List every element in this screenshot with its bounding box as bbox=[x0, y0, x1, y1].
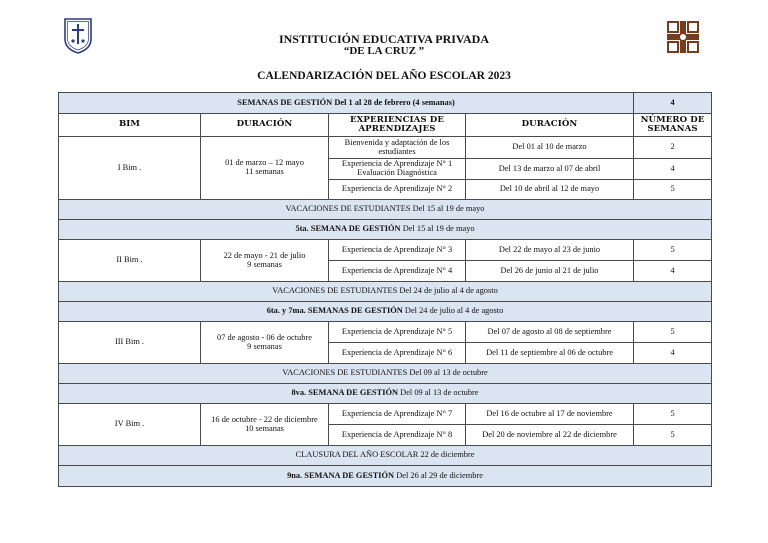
final-management-cell bbox=[59, 466, 712, 487]
vacation-cell: VACACIONES DE ESTUDIANTES Del 15 al 19 de mayo bbox=[59, 200, 712, 220]
rest-text: Del 09 al 13 de octubre bbox=[398, 388, 479, 398]
vacation-cell: VACACIONES DE ESTUDIANTES Del 24 de julio al 4 de agosto bbox=[59, 282, 712, 302]
experience-duration-cell: Del 20 de noviembre al 22 de diciembre bbox=[466, 425, 634, 446]
bim-label: III Bim . bbox=[59, 322, 201, 364]
experience-duration-cell: Del 22 de mayo al 23 de junio bbox=[466, 240, 634, 261]
experience-duration-cell: Del 26 de junio al 21 de julio bbox=[466, 261, 634, 282]
col-header-weeks: NÚMERO DE SEMANAS bbox=[634, 114, 712, 137]
experience-duration-cell: Del 07 de agosto al 08 de septiembre bbox=[466, 322, 634, 343]
weeks-cell: 5 bbox=[634, 240, 712, 261]
experience-cell: Experiencia de Aprendizaje N° 2 bbox=[329, 180, 466, 200]
bim-duration-dates: 22 de mayo - 21 de julio bbox=[223, 250, 306, 260]
bim-duration-weeks: 9 semanas bbox=[247, 341, 282, 351]
bold-text: 9na. SEMANA DE GESTIÓN bbox=[287, 470, 395, 480]
experience-duration-cell: Del 01 al 10 de marzo bbox=[466, 137, 634, 159]
rest-text: Del 24 de julio al 4 de agosto bbox=[402, 306, 504, 316]
bim-duration-dates: 07 de agosto - 06 de octubre bbox=[217, 332, 312, 342]
school-calendar-table bbox=[58, 92, 712, 487]
col-header-duration: DURACIÓN bbox=[201, 114, 329, 137]
bim-duration-weeks: 9 semanas bbox=[247, 259, 282, 269]
bim-duration bbox=[201, 137, 329, 200]
header-row bbox=[59, 114, 712, 137]
col-header-bim: BIM bbox=[59, 114, 201, 137]
document-title: CALENDARIZACIÓN DEL AÑO ESCOLAR 2023 bbox=[257, 70, 511, 82]
experience-cell: Experiencia de Aprendizaje N° 6 bbox=[329, 343, 466, 364]
experience-duration-cell: Del 10 de abril al 12 de mayo bbox=[466, 180, 634, 200]
closing-cell: CLAUSURA DEL AÑO ESCOLAR 22 de diciembre bbox=[59, 446, 712, 466]
experience-duration-cell: Del 13 de marzo al 07 de abril bbox=[466, 159, 634, 180]
bim-duration bbox=[201, 404, 329, 446]
bold-text: 5ta. SEMANA DE GESTIÓN bbox=[295, 224, 401, 234]
table-row bbox=[59, 240, 712, 261]
management-weeks-count: 4 bbox=[634, 93, 712, 114]
management-weeks-row bbox=[59, 93, 712, 114]
institution-name: “DE LA CRUZ ” bbox=[343, 45, 425, 57]
management-weeks-cell bbox=[59, 93, 634, 114]
management-row bbox=[59, 384, 712, 404]
management-cell bbox=[59, 384, 712, 404]
vacation-row bbox=[59, 200, 712, 220]
vacation-row bbox=[59, 364, 712, 384]
weeks-cell: 5 bbox=[634, 180, 712, 200]
experience-cell: Bienvenida y adaptación de los estudiantes bbox=[329, 137, 466, 159]
bim-label: I Bim . bbox=[59, 137, 201, 200]
bold-text: 8va. SEMANA DE GESTIÓN bbox=[291, 388, 399, 398]
weeks-cell: 4 bbox=[634, 261, 712, 282]
bim-label: II Bim . bbox=[59, 240, 201, 282]
vacation-cell: VACACIONES DE ESTUDIANTES Del 09 al 13 de octubre bbox=[59, 364, 712, 384]
management-cell bbox=[59, 220, 712, 240]
bim-duration-weeks: 11 semanas bbox=[245, 167, 284, 176]
col-header-experiences: EXPERIENCIAS DE APRENDIZAJES bbox=[329, 114, 466, 137]
closing-row bbox=[59, 446, 712, 466]
experience-cell: Experiencia de Aprendizaje N° 3 bbox=[329, 240, 466, 261]
rest-text: Del 1 al 28 de febrero (4 semanas) bbox=[332, 97, 455, 107]
bim-duration-weeks: 10 semanas bbox=[245, 423, 284, 433]
bim-label: IV Bim . bbox=[59, 404, 201, 446]
rest-text: Del 15 al 19 de mayo bbox=[400, 224, 475, 234]
experience-cell: Experiencia de Aprendizaje N° 1 Evaluación Diagnóstica bbox=[329, 159, 466, 180]
bim-duration-dates: 16 de octubre - 22 de diciembre bbox=[211, 414, 318, 424]
management-cell bbox=[59, 302, 712, 322]
table-row bbox=[59, 322, 712, 343]
col-header-exp-duration: DURACIÓN bbox=[466, 114, 634, 137]
weeks-cell: 5 bbox=[634, 404, 712, 425]
weeks-cell: 5 bbox=[634, 322, 712, 343]
bold-text: SEMANAS DE GESTIÓN bbox=[237, 97, 333, 107]
experience-duration-cell: Del 11 de septiembre al 06 de octubre bbox=[466, 343, 634, 364]
bim-duration bbox=[201, 240, 329, 282]
experience-duration-cell: Del 16 de octubre al 17 de noviembre bbox=[466, 404, 634, 425]
weeks-cell: 4 bbox=[634, 343, 712, 364]
table-row bbox=[59, 404, 712, 425]
vacation-row bbox=[59, 282, 712, 302]
table-row bbox=[59, 137, 712, 159]
rest-text: Del 26 al 29 de diciembre bbox=[394, 470, 483, 480]
final-management-row bbox=[59, 466, 712, 487]
management-row bbox=[59, 302, 712, 322]
weeks-cell: 4 bbox=[634, 159, 712, 180]
bim-duration bbox=[201, 322, 329, 364]
management-row bbox=[59, 220, 712, 240]
institution-title: INSTITUCIÓN EDUCATIVA PRIVADA bbox=[278, 32, 490, 46]
experience-cell: Experiencia de Aprendizaje N° 8 bbox=[329, 425, 466, 446]
weeks-cell: 5 bbox=[634, 425, 712, 446]
bim-duration-dates: 01 de marzo – 12 mayo bbox=[225, 158, 304, 168]
experience-cell: Experiencia de Aprendizaje N° 4 bbox=[329, 261, 466, 282]
bold-text: 6ta. y 7ma. SEMANAS DE GESTIÓN bbox=[266, 306, 403, 316]
weeks-cell: 2 bbox=[634, 137, 712, 159]
experience-cell: Experiencia de Aprendizaje N° 7 bbox=[329, 404, 466, 425]
experience-cell: Experiencia de Aprendizaje N° 5 bbox=[329, 322, 466, 343]
